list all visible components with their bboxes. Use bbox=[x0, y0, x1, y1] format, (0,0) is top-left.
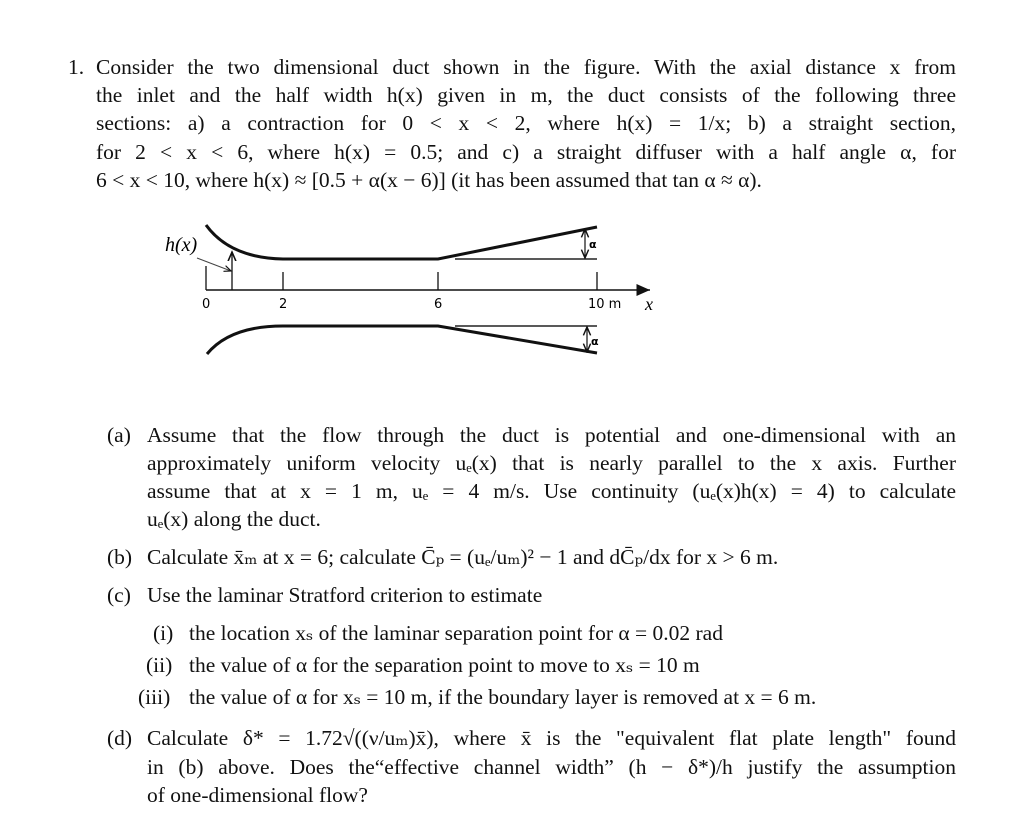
part-d-line: Calculate δ* = 1.72√((ν/uₘ)x̄), where x̄ is the "equivalent flat plate length" found bbox=[147, 726, 956, 750]
part-b-label: (b) bbox=[107, 545, 133, 569]
problem-line: for 2 < x < 6, where h(x) = 0.5; and c) a straight diffuser with a half angle α, for bbox=[96, 140, 956, 164]
subpart-label: (ii) bbox=[146, 653, 173, 677]
lower-wall bbox=[207, 326, 597, 354]
subpart-text: the value of α for xₛ = 10 m, if the boundary layer is removed at x = 6 m. bbox=[189, 685, 817, 709]
part-a-label: (a) bbox=[107, 423, 131, 447]
axis-label: x bbox=[645, 294, 653, 314]
part-b-line: Calculate x̄ₘ at x = 6; calculate C̄ₚ = (uₑ/uₘ)² − 1 and dC̄ₚ/dx for x > 6 m. bbox=[147, 545, 779, 569]
part-d-line: in (b) above. Does the“effective channel width” (h − δ*)/h justify the assumption bbox=[147, 755, 956, 779]
subpart-text: the value of α for the separation point to move to xₛ = 10 m bbox=[189, 653, 700, 677]
part-d-label: (d) bbox=[107, 726, 133, 750]
h-label: h(x) bbox=[165, 234, 198, 256]
alpha-label: α bbox=[591, 335, 599, 348]
part-a-line: assume that at x = 1 m, uₑ = 4 m/s. Use continuity (uₑ(x)h(x) = 4) to calculate bbox=[147, 479, 956, 503]
part-d-line: of one-dimensional flow? bbox=[147, 783, 368, 807]
part-c-line: Use the laminar Stratford criterion to estimate bbox=[147, 583, 543, 607]
problem-line: Consider the two dimensional duct shown in the figure. With the axial distance x from bbox=[96, 55, 956, 79]
subpart-text: the location xₛ of the laminar separation point for α = 0.02 rad bbox=[189, 621, 723, 645]
part-c-label: (c) bbox=[107, 583, 131, 607]
subpart-label: (iii) bbox=[138, 685, 171, 709]
tick-label: 2 bbox=[279, 297, 288, 312]
part-a-line: Assume that the flow through the duct is potential and one-dimensional with an bbox=[147, 423, 956, 447]
tick-label: 6 bbox=[434, 297, 443, 312]
problem-line: 6 < x < 10, where h(x) ≈ [0.5 + α(x − 6)] (it has been assumed that tan α ≈ α). bbox=[96, 168, 762, 192]
subpart-label: (i) bbox=[153, 621, 174, 645]
problem-line: sections: a) a contraction for 0 < x < 2, where h(x) = 1/x; b) a straight section, bbox=[96, 111, 956, 135]
tick-label: 10 m bbox=[588, 297, 622, 312]
upper-wall bbox=[206, 225, 597, 259]
problem-number: 1. bbox=[68, 55, 85, 79]
alpha-label: α bbox=[589, 238, 597, 251]
h-pointer bbox=[197, 258, 231, 271]
tick-label: 0 bbox=[202, 297, 211, 312]
part-a-line: uₑ(x) along the duct. bbox=[147, 507, 321, 531]
problem-line: the inlet and the half width h(x) given in m, the duct consists of the following three bbox=[96, 83, 956, 107]
part-a-line: approximately uniform velocity uₑ(x) that is nearly parallel to the x axis. Further bbox=[147, 451, 956, 475]
